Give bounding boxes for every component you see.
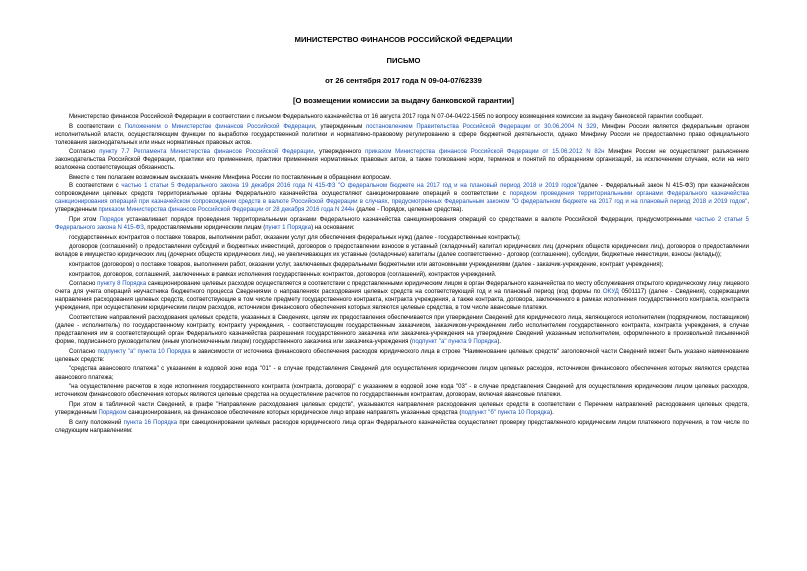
paragraph: [55, 216, 749, 232]
paragraph: [55, 280, 749, 312]
paragraph: "средства авансового платежа" с указанием в кодовой зоне кода "01" - в случае представления Сведений для осуществления юридическим лицом целевых расходов, источником финансового обеспечения которых являются средства авансового платежа;: [55, 366, 749, 381]
paragraph: [55, 148, 749, 172]
text: , утвержденного: [313, 149, 366, 156]
document-link[interactable]: приказом Министерства финансов Российской Федерации от 28 декабря 2016 года N 244н: [98, 207, 355, 214]
text: В соответствии с: [69, 123, 125, 130]
document-type: ПИСЬМО: [386, 56, 421, 65]
paragraph: [55, 123, 749, 147]
paragraph: [55, 182, 749, 214]
text: санкционирование целевых расходов осуществляется в соответствии с представленными юридическим лицом в орган Федерального казначейства по месту обслуживания открытого юридическому лицу лицевого счета для учета операций неучастника бюджетного процесса Сведениями о направлениях расходования целевых средств на соответствующий год и на плановый период (код формы по: [55, 281, 749, 296]
document-link[interactable]: пункту 8 Порядка: [97, 281, 147, 288]
text: санкционирования, на финансовое обеспечение которых юридическое лицо вправе направлять указанные средства (: [126, 409, 462, 416]
paragraph: "на осуществление расчетов в ходе исполнения государственного контракта (контракта, договора)" с указанием в кодовой зоне кода "03" - в случае представления Сведений для осуществления юридическим лицом целевых расходов, источником финансового обеспечения которых являются целевые средства на осуществление расчетов по государственным контрактам, договорам, включая авансовые платежи.: [55, 384, 749, 399]
document-link[interactable]: пункта 16 Порядка: [123, 419, 178, 426]
text: (далее - Порядок, целевые средства).: [354, 207, 464, 214]
document-link[interactable]: Порядок: [99, 216, 124, 223]
document-body: [55, 113, 749, 435]
text: (далее - Федеральный закон N 415-ФЗ) при казначейском сопровождении целевых средств территориальные органы Федерального казначейства осуществляют санкционирование операций в соответствии с: [55, 183, 750, 198]
document-link[interactable]: пункту 7.7 Регламента Министерства финансов Российской Федерации: [99, 149, 314, 156]
paragraph: контрактов, договоров, соглашений, заключенных в рамках исполнения государственных контрактов, договоров (соглашений), контрактов учреждений.: [69, 271, 497, 278]
text: Согласно: [69, 149, 100, 156]
document-link[interactable]: частью 1 статьи 5 Федерального закона 19 декабря 2016 года N 415-ФЗ "О федеральном бюджете на 2017 год и на плановый период 2018 и 2019 годов": [121, 183, 579, 190]
text: ).: [497, 339, 502, 346]
paragraph: [55, 419, 749, 435]
paragraph: государственных контрактов о поставке товаров, выполнении работ, оказании услуг для обеспечения федеральных нужд (далее - государственные контракты);: [69, 234, 521, 241]
text: устанавливает порядок проведения территориальными органами Федерального казначейства санкционирования операций со средствами в валюте Российской Федерации, предусмотренными: [123, 216, 695, 223]
text: В силу положений: [69, 419, 124, 426]
text: ) на основании:: [311, 224, 355, 231]
ministry-title: МИНИСТЕРСТВО ФИНАНСОВ РОССИЙСКОЙ ФЕДЕРАЦИИ: [294, 35, 513, 44]
document-link[interactable]: подпункту "а" пункта 10 Порядка: [97, 348, 191, 355]
text: При этом в табличной части Сведений, в графе "Направление расходования целевых средств", указываются направления расходования целевых средств в соответствии с Перечнем направлений расходования целевых средств, утвержденным: [55, 401, 749, 416]
document-link[interactable]: частью 2 статьи 5 Федерального закона N 415-ФЗ: [55, 216, 749, 231]
document-link[interactable]: пункт 1 Порядка: [265, 224, 312, 231]
document-link[interactable]: подпункт "б" пункта 10 Порядка: [461, 409, 551, 416]
document-link[interactable]: постановлением Правительства Российской Федерации от 30.06.2004 N 329: [366, 123, 597, 130]
text: при санкционировании целевых расходов юридического лица орган Федерального казначейства осуществляет проверку представленного юридическим лицом платежного поручения, в том числе по следующим направлениям:: [55, 419, 750, 434]
text: При этом: [69, 216, 100, 223]
paragraph: [55, 401, 749, 417]
text: 0501117) (далее - Сведения), содержащими направления расходования целевых средств, соответствующие в том числе предмету государственного контракта, контракта учреждения, а также контракта, договора, заключенного в рамках исполнения государственного контракта, контракта учреждения, при осуществлении юридическим лицом расходов, источником финансового обеспечения которых являются целевые средства, в том числе авансовые платежи.: [55, 289, 749, 312]
text: Согласно: [69, 281, 98, 288]
text: , Минфин России является федеральным органом исполнительной власти, осуществляющим функции по выработке государственной политики и нормативно-правовому регулированию в сфере бюджетной деятельности, однако Минфину России не предоставлено право официального толкования законодательных или иных нормативных правовых актов.: [55, 123, 749, 146]
paragraph: [55, 314, 749, 346]
text: Согласно: [69, 348, 98, 355]
document-link[interactable]: ОКУД: [602, 289, 619, 296]
text: , утвержденным: [55, 199, 749, 214]
text: В соответствии с: [69, 183, 122, 190]
document-link[interactable]: Положением о Министерстве финансов Российской Федерации: [124, 123, 315, 130]
document-link[interactable]: подпункт "а" пункта 9 Порядка: [412, 339, 498, 346]
paragraph: контрактов (договоров) о поставке товаров, выполнении работ, оказании услуг, заключаемых федеральными бюджетными или автономными учреждениями (далее - заказчик-учреждение, контракт учреждения);: [69, 261, 664, 268]
paragraph: договоров (соглашений) о предоставлении субсидий и бюджетных инвестиций, договоров о предоставлении взносов в уставный (складочный) капитал юридических лиц (дочерних обществ юридических лиц), договоров о предоставлении вкладов в имущество юридических лиц (дочерних обществ юридических лиц), не увеличивающих их уставные (складочные) капиталы (далее соответственно - договор (соглашение), субсидии, бюджетные инвестиции, взносы (вклады));: [55, 244, 749, 259]
document-link[interactable]: приказом Министерства финансов Российской Федерации от 15.06.2012 N 82н: [365, 149, 605, 156]
paragraph: Министерство финансов Российской Федерации в соответствии с письмом Федерального казначейства от 16 августа 2017 года N 07-04-04/22-1565 по вопросу возмещения комиссии за выдачу банковской гарантии сообщает.: [69, 114, 704, 120]
paragraph: Вместе с тем полагаем возможным высказать мнение Минфина России по поставленным в обращении вопросам.: [69, 175, 392, 182]
text: , предоставляемыми юридическим лицам (: [143, 224, 266, 231]
document-link[interactable]: Порядком: [98, 409, 127, 416]
text: Минфин России не осуществляет разъяснение законодательства Российской Федерации, практики его применения, практики применения нормативных правовых актов, а также толкование норм, терминов и понятий по обращениям организаций, за исключением случаев, если на него возложена соответствующая обязанность.: [55, 149, 750, 172]
document-link[interactable]: порядком проведения территориальными органами Федерального казначейства санкционирования операций при казначейском сопровождении средств в валюте Российской Федерации в случаях, предусмотренных Федеральным законом "О федеральном бюджете на 2017 год и на плановый период 2018 и 2019 годов": [55, 191, 749, 206]
text: в зависимости от источника финансового обеспечения расходов юридического лица в строке "Наименование целевых средств" заголовочной части Сведений может быть указано наименование целевых средств:: [55, 348, 749, 363]
paragraph: [55, 348, 749, 364]
document-subject: [О возмещении комиссии за выдачу банковской гарантии]: [293, 96, 514, 105]
text: Соответствие направлений расходования целевых средств, указанных в Сведениях, целям их предоставления обеспечивается при утверждении Сведений для юридического лица, являющегося исполнителем (подрядчиком, поставщиком) (далее - исполнитель) по государственному контракту, контракту учреждения, - соответствующим государственным заказчиком, заказчиком-учреждением либо исполнителем государственного контракта, контракта учреждения, в случае представления им в соответствующий орган Федерального казначейства разрешения государственного заказчика или заказчика-учреждения на утверждение Сведений указанным исполнителем, оформленного в произвольной письменной форме, подписанного руководителем (иным уполномоченным лицом) государственного заказчика или заказчика-учреждения (: [55, 315, 749, 346]
document-date-number: от 26 сентября 2017 года N 09-04-07/62339: [325, 76, 482, 85]
text: , утвержденным: [314, 123, 366, 130]
text: ).: [550, 409, 554, 416]
